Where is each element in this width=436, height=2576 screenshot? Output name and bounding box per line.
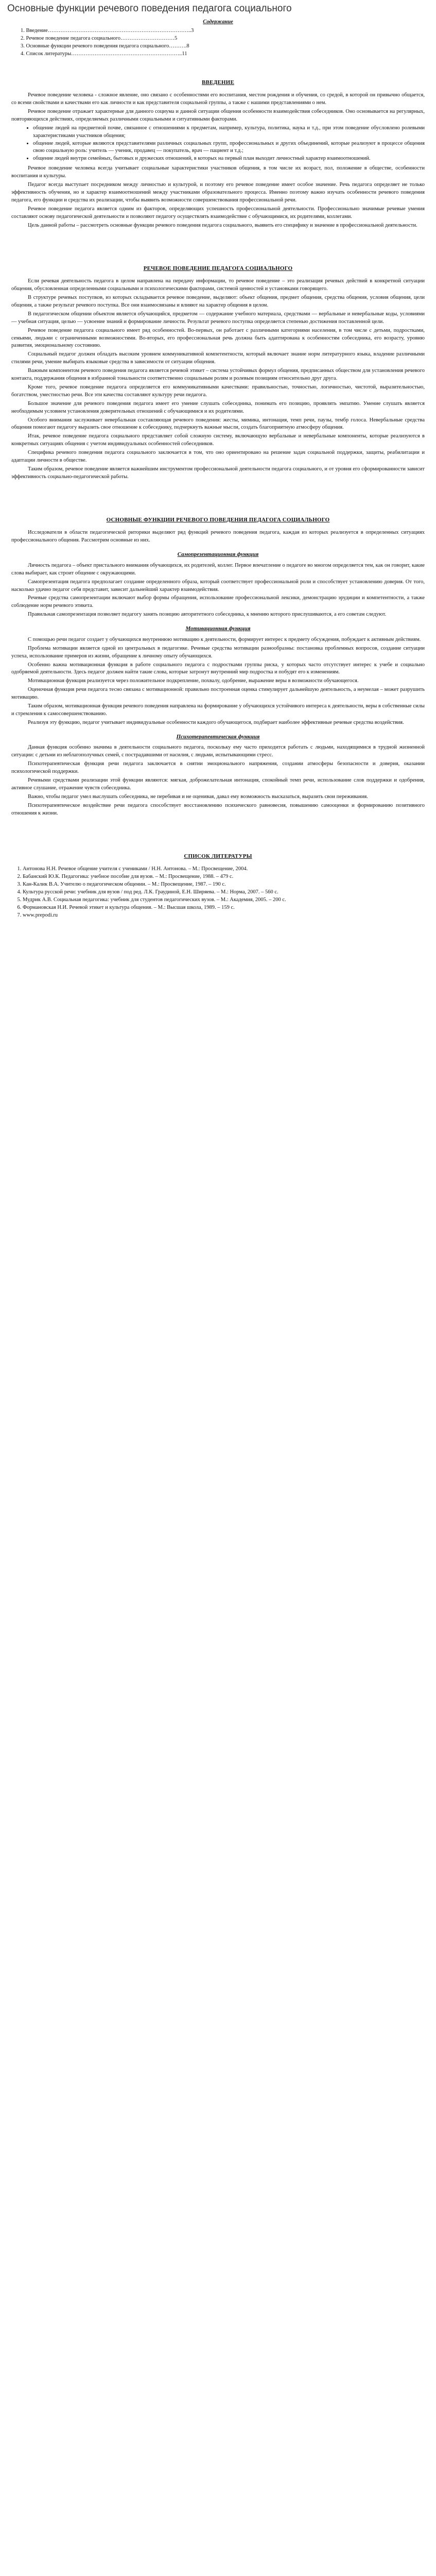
- paragraph: Важным компонентом речевого поведения педагога является речевой этикет – система устойчивых формул общения, предписанных обществом для установления речевого контакта, поддержания общения в избранной тональности соответственно социальным ролям и ролевым позициям относительно друг друга.: [11, 368, 425, 382]
- paragraph: Исследователи в области педагогической риторики выделяют ряд функций речевого поведения педагога, каждая из которых реализуется в определенных ситуациях профессионального общения. Рассмотрим основные из них.: [11, 530, 425, 544]
- section-heading: РЕЧЕВОЕ ПОВЕДЕНИЕ ПЕДАГОГА СОЦИАЛЬНОГО: [143, 265, 293, 272]
- paragraph: Реализуя эту функцию, педагог учитывает индивидуальные особенности каждого обучающегося, подбирает наиболее эффективные речевые средства воздействия.: [28, 719, 404, 725]
- paragraph: Особого внимания заслуживает невербальная составляющая речевого поведения: жесты, мимика, интонация, темп речи, паузы, тембр голоса. Невербальные средства общения помогают педагогу выразить свое отношение к собеседнику, подчеркнуть важные мысли, создать благоприятную атмосферу общения.: [11, 417, 425, 431]
- list-item: • общение людей на предметной почве, связанное с отношениями к предметам, например, культура, политика, наука и т.д., при этом поведение обусловлено ролевыми характеристиками участников общения;: [33, 125, 425, 140]
- paragraph: Речевое поведение человека - сложное явление, оно связано с особенностями его воспитания, местом рождения и обучения, со средой, в которой он привычно общается, со всеми свойствами и качествами его как личности и как представителя социальной группы, а также с нашими представлениями о нем.: [11, 92, 425, 106]
- table-of-contents: [21, 27, 425, 58]
- paragraph: Речевые средства самопрезентации включают выбор формы обращения, использование профессиональной лексики, демонстрацию эрудиции и компетентности, а также соблюдение норм речевого этикета.: [11, 595, 425, 609]
- paragraph: Психотерапевтическая функция речи педагога заключается в снятии эмоционального напряжения, создании атмосферы безопасности и доверия, оказании психологической поддержки.: [11, 761, 425, 775]
- bullet-list: [33, 125, 425, 163]
- paragraph: Речевое поведение человека всегда учитывает социальные характеристики участников общения, в том числе их возраст, пол, положение в обществе, особенности воспитания и культуры.: [11, 165, 425, 179]
- reference-item: 3. Кан-Калик В.А. Учителю о педагогическом общении. – М.: Просвещение, 1987. – 190 с.: [23, 881, 425, 889]
- toc-item: 4. Список литературы……………………………………………………..11: [21, 50, 187, 57]
- paragraph: Большое значение для речевого поведения педагога имеет его умение слушать собеседника, понимать его позицию, проявлять эмпатию. Умение слушать является необходимым условием установления доверительных отношений с обучающимися и их родителями.: [11, 400, 425, 414]
- paragraph: Социальный педагог должен обладать высоким уровнем коммуникативной компетентности, который включает знание норм литературного языка, владение различными стилями речи, умение выбирать языковые средства в зависимости от ситуации общения.: [11, 351, 425, 365]
- paragraph: Цель данной работы – рассмотреть основные функции речевого поведения педагога социального, выявить его специфику и значение в профессиональной деятельности.: [28, 222, 417, 228]
- paragraph: Специфика речевого поведения педагога социального заключается в том, что оно ориентировано на решение задач социальной поддержки, защиты, реабилитации и адаптации личности в обществе.: [11, 450, 425, 464]
- paragraph: Речевое поведение отражает характерные для данного социума и данной ситуации общения особенности взаимодействия собеседников. Оно основывается на регулярных, повторяющихся действиях, определяемых различными социальными и ситуативными факторами.: [11, 108, 425, 122]
- reference-item: 4. Культура русской речи: учебник для вузов / под ред. Л.К. Граудиной, Е.Н. Ширяева. – М.: Норма, 2007. – 560 с.: [23, 889, 425, 896]
- reference-item: 1. Антонова Н.Н. Речевое общение учителя с учениками / Н.Н. Антонова. – М.: Просвещение, 2004.: [23, 866, 425, 873]
- subsection-heading: Мотивационная функция: [185, 625, 251, 632]
- paragraph: Важно, чтобы педагог умел выслушать собеседника, не перебивая и не оценивая, давал ему возможность высказаться, выразить свои переживания.: [28, 793, 368, 800]
- reference-item: 5. Мудрик А.В. Социальная педагогика: учебник для студентов педагогических вузов. – М.: Академия, 2005. – 200 с.: [23, 896, 425, 904]
- paragraph: Оценочная функция речи педагога тесно связана с мотивационной: правильно построенная оценка стимулирует дальнейшую деятельность, а неумелая – может разрушить мотивацию.: [11, 687, 425, 701]
- document-body: [7, 19, 429, 919]
- paragraph: Если речевая деятельность педагога в целом направлена на передачу информации, то речевое поведение – это реализация речевых действий в конкретной ситуации общения, обусловленная определенными социальными и психологическими факторами, системой ценностей и установками говорящего.: [11, 278, 425, 292]
- paragraph: В педагогическом общении объектом является обучающийся, предметом — содержание учебного материала, средствами — вербальные и невербальные коды, условиями — учебная ситуация, целью — усвоение знаний и формирование личности. Результат речевого поступка определяется степенью достижения поставленной цели.: [11, 311, 425, 325]
- intro-heading: ВВЕДЕНИЕ: [202, 79, 234, 86]
- paragraph: В структуре речевых поступков, из которых складывается речевое поведение, выделяют: объект общения, предмет общения, средства общения, условия общения, цели общения, а также результат речевого поступка. Все они взаимосвязаны и влияют на характер общения в целом.: [11, 294, 425, 308]
- toc-item: 2. Речевое поведение педагога социального…………………………5: [21, 35, 178, 41]
- paragraph: Речевыми средствами реализации этой функции являются: мягкая, доброжелательная интонация, спокойный темп речи, использование слов поддержки и одобрения, активное слушание, отражение чувств собеседника.: [11, 777, 425, 791]
- paragraph: Психотерапевтическое воздействие речи педагога способствует восстановлению психического равновесия, повышению самооценки и формированию позитивного отношения к жизни.: [11, 802, 425, 816]
- paragraph: Самопрезентация педагога предполагает создание определенного образа, который соответствует профессиональной роли и способствует установлению доверия. От того, насколько удачно педагог себя представит, зависит дальнейший характер взаимодействия.: [11, 579, 425, 592]
- list-item: • общение людей внутри семейных, бытовых и дружеских отношений, в которых на первый план выходит личностный характер взаимоотношений.: [33, 155, 425, 163]
- section-heading: ОСНОВНЫЕ ФУНКЦИИ РЕЧЕВОГО ПОВЕДЕНИЯ ПЕДАГОГА СОЦИАЛЬНОГО: [106, 516, 330, 523]
- paragraph: Личность педагога – объект пристального внимания обучающихся, их родителей, коллег. Первое впечатление о педагоге во многом определяется тем, как он говорит, какие слова выбирает, как строит общение с окружающими.: [11, 562, 425, 576]
- paragraph: Речевое поведение педагога является одним из факторов, определяющих успешность профессиональной деятельности. Профессионально значимые речевые умения составляют основу педагогической деятельности и позволяют педагогу осуществлять взаимодействие с обучающимися, их родителями, коллегами.: [11, 206, 425, 219]
- subsection-heading: Психотерапевтическая функция: [176, 733, 260, 740]
- paragraph: Таким образом, речевое поведение является важнейшим инструментом профессиональной деятельности педагога социального, и от уровня его сформированности зависит эффективность социально-педагогической работы.: [11, 466, 425, 480]
- reference-item: 2. Бабанский Ю.К. Педагогика: учебное пособие для вузов. – М.: Просвещение, 1988. – 479 с.: [23, 873, 425, 881]
- subsection-heading: Самопрезентационная функция: [177, 551, 259, 558]
- page-title: Основные функции речевого поведения педагога социального: [7, 3, 292, 14]
- paragraph: Кроме того, речевое поведение педагога определяется его коммуникативными качествами: правильностью, точностью, логичностью, чистотой, выразительностью, богатством, уместностью речи. Все эти качества составляют культуру речи педагога.: [11, 384, 425, 398]
- paragraph: Правильная самопрезентация позволяет педагогу занять позицию авторитетного собеседника, к мнению которого прислушиваются, а его советам следуют.: [28, 612, 387, 618]
- reference-link[interactable]: 7. www.prepodi.ru: [23, 912, 425, 920]
- references-list: [23, 866, 425, 919]
- paragraph: Речевое поведение педагога социального имеет ряд особенностей. Во-первых, он работает с различными категориями населения, в том числе с детьми, подростками, семьями, людьми с ограниченными возможностями. Во-вторых, его профессиональная речь должна быть адаптирована к особенностям собеседника, его возрасту, уровню развития, эмоциональному состоянию.: [11, 327, 425, 349]
- toc-item: 3. Основные функции речевого поведения педагога социального……….8: [21, 43, 189, 49]
- paragraph: Данная функция особенно значима в деятельности социального педагога, поскольку ему часто приходится работать с людьми, находящимися в трудной жизненной ситуации: с детьми из неблагополучных семей, с пострадавшими от насилия, с людьми, испытывающими стресс.: [11, 744, 425, 758]
- reference-item: 6. Формановская Н.И. Речевой этикет и культура общения. – М.: Высшая школа, 1989. – 159 с.: [23, 904, 425, 912]
- paragraph: Особенно важна мотивационная функция в работе социального педагога с подростками группы риска, у которых часто отсутствует интерес к учебе и социально одобряемой деятельности. Здесь педагог должен найти такие слова, которые затронут внутренний мир подростка и побудят его к изменениям.: [11, 662, 425, 675]
- paragraph: Мотивационная функция реализуется через положительное подкрепление, похвалу, одобрение, выражение веры в возможности обучающегося.: [28, 678, 359, 684]
- paragraph: Проблема мотивации является одной из центральных в педагогике. Речевые средства мотивации разнообразны: постановка проблемных вопросов, создание ситуации успеха, использование примеров из жизни, обращение к личному опыту обучающихся.: [11, 645, 425, 659]
- list-item: • общение людей, которые являются представителями различных социальных групп, профессиональных и других объединений, которые реализуют в процессе общения свою социальную роль: учитель — ученик, продавец — покупатель, врач — пациент и т.д.;: [33, 140, 425, 156]
- paragraph: Таким образом, мотивационная функция речевого поведения направлена на формирование у обучающихся устойчивого интереса к деятельности, веры в собственные силы и стремления к самосовершенствованию.: [11, 703, 425, 717]
- references-heading: СПИСОК ЛИТЕРАТУРЫ: [184, 853, 252, 859]
- toc-item: 1. Введение……………………………………………………………………..3: [21, 27, 194, 33]
- paragraph: Педагог всегда выступает посредником между личностью и культурой, и поэтому его речевое поведение имеет особое значение. Речь педагога определяет не только эффективность обучения, но и характер взаимоотношений между участниками образовательного процесса. Именно поэтому важно изучать особенности речевого поведения педагога, его функции и средства их реализации, чтобы выявить возможности совершенствования профессиональной речи.: [11, 182, 425, 203]
- toc-title: Содержание: [203, 19, 233, 25]
- paragraph: Итак, речевое поведение педагога социального представляет собой сложную систему, включающую вербальные и невербальные компоненты, которые реализуются в конкретных ситуациях общения с учетом индивидуальных особенностей собеседников.: [11, 433, 425, 447]
- paragraph: С помощью речи педагог создает у обучающихся внутреннюю мотивацию к деятельности, формирует интерес к предмету обсуждения, побуждает к активным действиям.: [28, 636, 421, 642]
